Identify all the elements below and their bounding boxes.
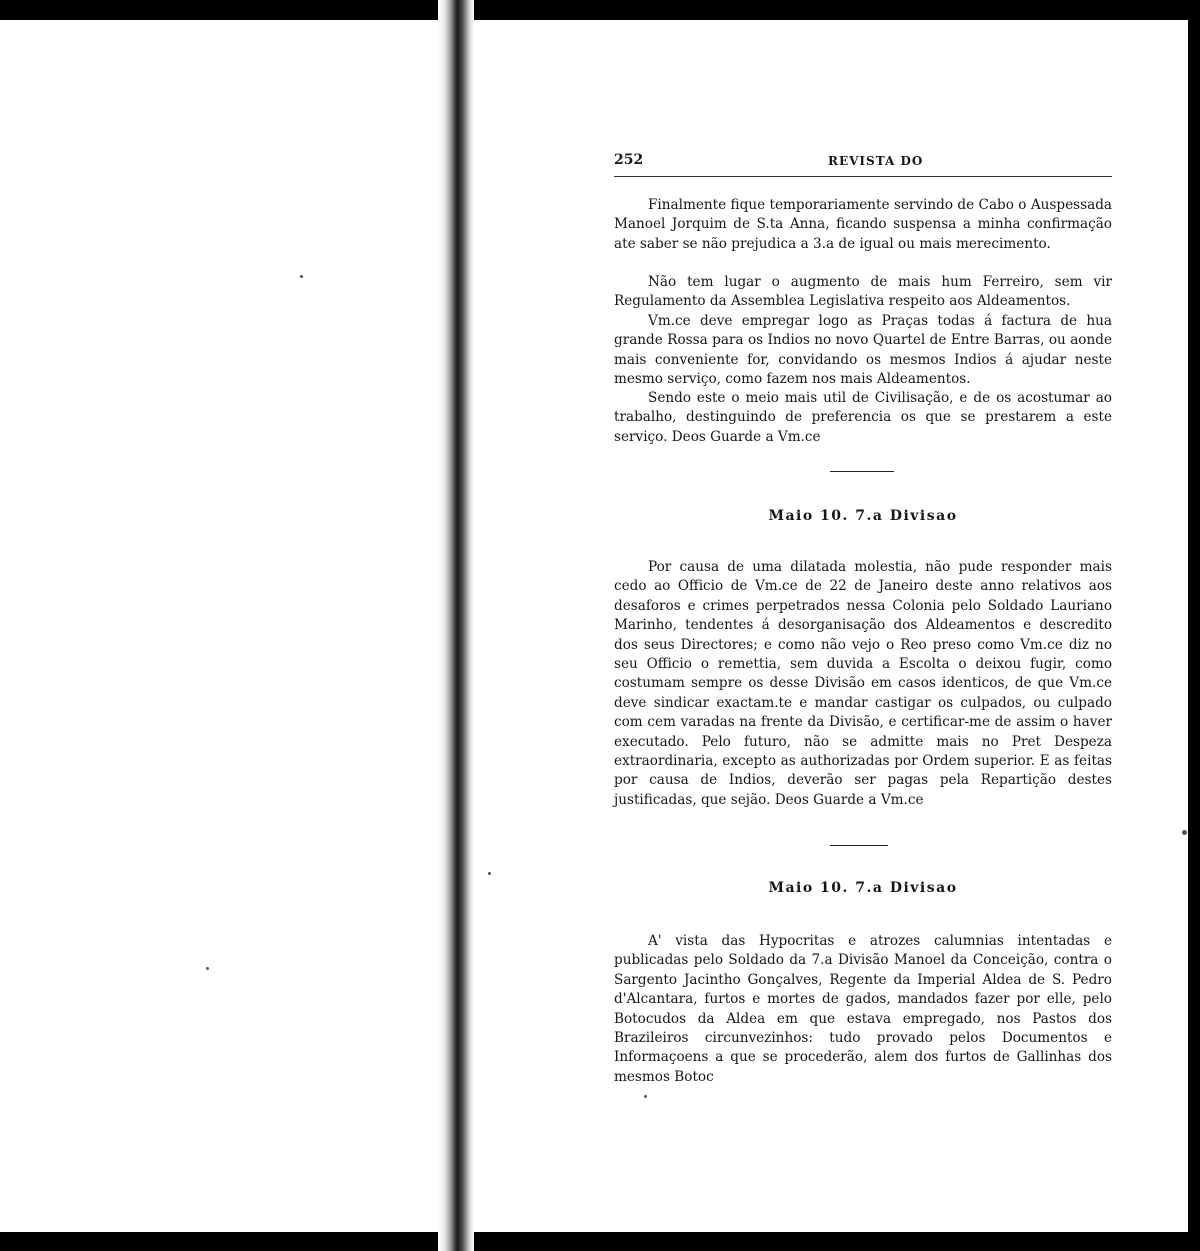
scan-speck <box>206 967 209 970</box>
book-binding-gutter <box>438 0 474 1251</box>
paragraph: A' vista das Hypocritas e atrozes calumnias intentadas e publicadas pelo Soldado da 7.a Divisão Manoel da Conceição, contra o Sargento Jacintho Gonçalves, Regente da Imperial Aldea de S. Pedro d'Alcantara, furtos e mortes de gados, mandados fazer por elle, pelo Botocudos da Aldea em que estava empregado, nos Pastos dos Brazileiros circunvezinhos: tudo provado pelos Documentos e Informaçoens a que se procederão, alem dos furtos de Gallinhas dos mesmos Botoc <box>614 933 1112 1085</box>
scan-speck <box>1182 830 1187 835</box>
paragraph: Não tem lugar o augmento de mais hum Ferreiro, sem vir Regulamento da Assemblea Legislativa respeito aos Aldeamentos. <box>614 274 1112 310</box>
page-number: 252 <box>614 152 644 168</box>
paragraph: Finalmente fique temporariamente servindo de Cabo o Auspessada Manoel Jorquim de S.ta Anna, ficando suspensa a minha confirmação ate saber se não prejudica a 3.a de igual ou mais merecimento. <box>614 197 1112 252</box>
scan-speck <box>488 872 491 875</box>
scan-border-top <box>0 0 1200 20</box>
page-header <box>614 150 1112 177</box>
paragraph: Sendo este o meio mais util de Civilisação, e de os acostumar ao trabalho, destinguindo de preferencia os que se prestarem a este serviço. Deos Guarde a Vm.ce <box>614 390 1112 445</box>
section-divider <box>830 845 888 846</box>
scan-speck <box>300 275 303 278</box>
scan-border-bottom <box>0 1232 1200 1251</box>
section-heading: Maio 10. 7.a Divisao <box>768 508 958 524</box>
scan-speck <box>644 1095 647 1098</box>
running-title: REVISTA DO <box>828 154 924 168</box>
section-divider <box>830 471 894 472</box>
section-heading: Maio 10. 7.a Divisao <box>768 880 958 896</box>
paragraph: Vm.ce deve empregar logo as Praças todas á factura de hua grande Rossa para os Indios no novo Quartel de Entre Barras, ou aonde mais conveniente for, convidando os mesmos Indios á ajudar neste mesmo serviço, como fazem nos mais Aldeamentos. <box>614 313 1112 388</box>
scan-border-right <box>1188 0 1200 1251</box>
paragraph: Por causa de uma dilatada molestia, não pude responder mais cedo ao Officio de Vm.ce de 22 de Janeiro deste anno relativos aos desaforos e crimes perpetrados nessa Colonia pelo Soldado Lauriano Marinho, tendentes á desorganisação dos Aldeamentos e descredito dos seus Directores; e como não vejo o Reo preso como Vm.ce diz no seu Officio o remettia, sem duvida a Escolta o deixou fugir, como costumam sempre os desse Divisão em casos identicos, de que Vm.ce deve sindicar exactam.te e mandar castigar os culpados, ou culpado com cem varadas na frente da Divisão, e certificar-me de assim o haver executado. Pelo futuro, não se admitte mais no Pret Despeza extraordinaria, excepto as authorizadas por Ordem superior. E as feitas por causa de Indios, deverão ser pagas pela Repartição destes justificadas, que sejão. Deos Guarde a Vm.ce <box>614 559 1112 808</box>
